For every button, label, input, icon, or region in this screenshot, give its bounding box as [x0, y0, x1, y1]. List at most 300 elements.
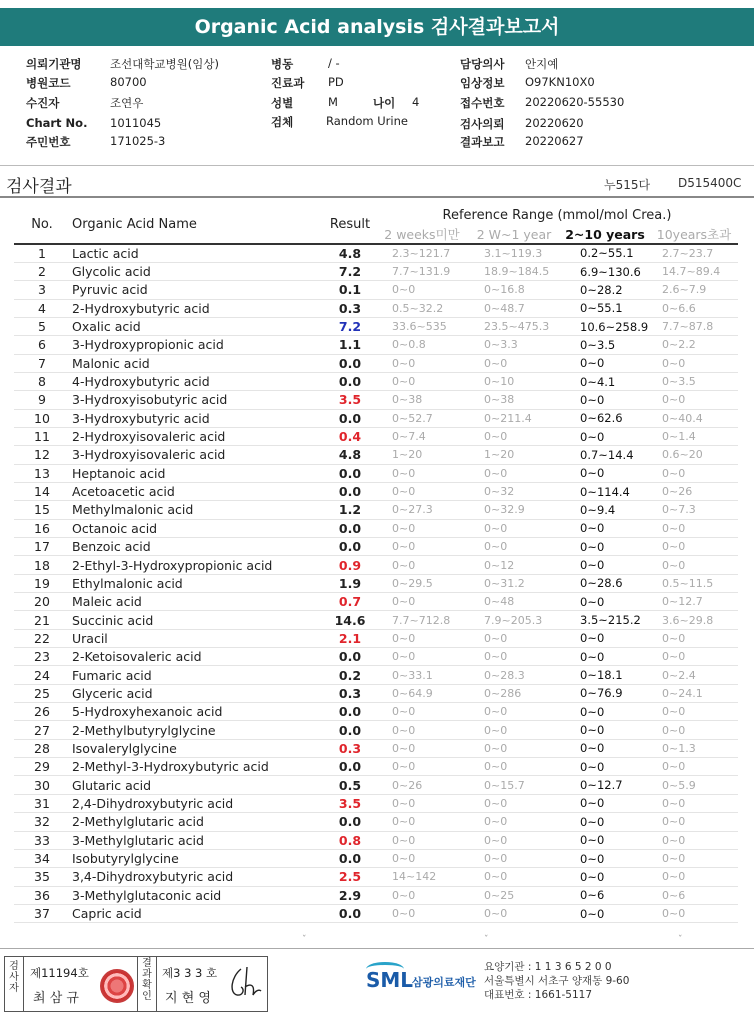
- ref-2w-1y: 0~0: [468, 758, 560, 776]
- header-age-4: 10years초과: [650, 225, 738, 244]
- row-result: 2.5: [324, 868, 376, 886]
- ref-over10y: 0~24.1: [650, 684, 738, 702]
- row-result: 0.2: [324, 666, 376, 684]
- table-row: [14, 354, 738, 372]
- value-receipt-number: 20220620-55530: [525, 95, 625, 109]
- org-code: 요양기관 : 1 1 3 6 5 2 0 0: [484, 961, 612, 973]
- ref-2-10y: 0~62.6: [560, 409, 650, 427]
- table-row: [14, 519, 738, 537]
- ref-2weeks: 0~0: [376, 372, 468, 390]
- ref-2w-1y: 7.9~205.3: [468, 611, 560, 629]
- tick-mark: ˇ: [678, 935, 683, 945]
- ref-2-10y: 0~0: [560, 904, 650, 922]
- ref-2w-1y: 0~0: [468, 427, 560, 445]
- value-requesting-institution: 조선대학교병원(임상): [110, 57, 219, 71]
- value-request-date: 20220620: [525, 116, 584, 130]
- row-no: 27: [14, 721, 70, 739]
- table-row: [14, 666, 738, 684]
- row-no: 20: [14, 593, 70, 611]
- table-row: [14, 739, 738, 757]
- row-name: 3-Methylglutaric acid: [70, 831, 324, 849]
- ref-2weeks: 33.6~535: [376, 317, 468, 335]
- table-row: [14, 501, 738, 519]
- ref-2w-1y: 0~28.3: [468, 666, 560, 684]
- footer: [0, 952, 754, 1018]
- ref-2weeks: 0~0: [376, 538, 468, 556]
- ref-over10y: 0~0: [650, 519, 738, 537]
- ref-code-1: 누515다: [604, 178, 651, 192]
- row-no: 22: [14, 629, 70, 647]
- ref-2-10y: 0~9.4: [560, 501, 650, 519]
- ref-over10y: 0~26: [650, 482, 738, 500]
- table-row: [14, 556, 738, 574]
- patient-info: [0, 56, 754, 166]
- ref-over10y: 0~2.4: [650, 666, 738, 684]
- ref-2weeks: 0~38: [376, 391, 468, 409]
- ref-2w-1y: 0~0: [468, 648, 560, 666]
- value-department: PD: [328, 75, 344, 89]
- row-result: 2.1: [324, 629, 376, 647]
- row-no: 31: [14, 794, 70, 812]
- ref-2-10y: 0~0: [560, 354, 650, 372]
- ref-2-10y: 0~3.5: [560, 336, 650, 354]
- row-no: 37: [14, 904, 70, 922]
- ref-2w-1y: 0~48.7: [468, 299, 560, 317]
- row-name: Succinic acid: [70, 611, 324, 629]
- confirmer-license: 제3 3 3 호: [162, 966, 218, 980]
- ref-2-10y: 6.9~130.6: [560, 262, 650, 280]
- ref-2-10y: 0~0: [560, 648, 650, 666]
- label-ward: 병동: [271, 57, 294, 71]
- ref-code-2: D515400C: [678, 176, 742, 190]
- header-age-3: 2~10 years: [560, 225, 650, 244]
- header-age-2: 2 W~1 year: [468, 225, 560, 244]
- value-ward: / -: [328, 56, 340, 70]
- ref-2-10y: 0.2~55.1: [560, 244, 650, 262]
- ref-over10y: 0~0: [650, 831, 738, 849]
- ref-2w-1y: 0~0: [468, 794, 560, 812]
- table-row: [14, 794, 738, 812]
- ref-2w-1y: 1~20: [468, 446, 560, 464]
- row-result: 7.2: [324, 262, 376, 280]
- ref-over10y: 3.6~29.8: [650, 611, 738, 629]
- row-no: 4: [14, 299, 70, 317]
- row-name: 5-Hydroxyhexanoic acid: [70, 703, 324, 721]
- value-resident-number: 171025-3: [110, 134, 166, 148]
- ref-2-10y: 0~76.9: [560, 684, 650, 702]
- ref-over10y: 0~5.9: [650, 776, 738, 794]
- row-name: 2-Hydroxybutyric acid: [70, 299, 324, 317]
- ref-2-10y: 0~0: [560, 427, 650, 445]
- ref-2-10y: 0~0: [560, 538, 650, 556]
- label-receipt-number: 접수번호: [460, 96, 505, 110]
- table-row: [14, 868, 738, 886]
- ref-2w-1y: 0~0: [468, 354, 560, 372]
- ref-2-10y: 10.6~258.9: [560, 317, 650, 335]
- tick-mark: ˇ: [484, 935, 489, 945]
- ref-2w-1y: 0~48: [468, 593, 560, 611]
- row-no: 8: [14, 372, 70, 390]
- ref-2weeks: 0~33.1: [376, 666, 468, 684]
- row-no: 19: [14, 574, 70, 592]
- table-row: [14, 299, 738, 317]
- row-name: Fumaric acid: [70, 666, 324, 684]
- table-row: [14, 464, 738, 482]
- row-name: 2-Ethyl-3-Hydroxypropionic acid: [70, 556, 324, 574]
- ref-over10y: 14.7~89.4: [650, 262, 738, 280]
- ref-2-10y: 0~0: [560, 739, 650, 757]
- row-no: 3: [14, 281, 70, 299]
- ref-over10y: 0~0: [650, 464, 738, 482]
- ref-over10y: 0~0: [650, 556, 738, 574]
- ref-2weeks: 0~0: [376, 648, 468, 666]
- row-no: 12: [14, 446, 70, 464]
- divider: [0, 948, 754, 949]
- label-doctor: 담당의사: [460, 57, 505, 71]
- ref-2weeks: 0~0: [376, 281, 468, 299]
- ref-over10y: 2.7~23.7: [650, 244, 738, 262]
- table-row: [14, 886, 738, 904]
- ref-2w-1y: 0~32.9: [468, 501, 560, 519]
- row-result: 2.9: [324, 886, 376, 904]
- ref-2w-1y: 0~0: [468, 629, 560, 647]
- ref-over10y: 0~0: [650, 794, 738, 812]
- row-name: 2-Ketoisovaleric acid: [70, 648, 324, 666]
- ref-2weeks: 0~0: [376, 849, 468, 867]
- ref-2weeks: 0~0: [376, 758, 468, 776]
- row-result: 0.0: [324, 354, 376, 372]
- row-no: 15: [14, 501, 70, 519]
- ref-over10y: 0~7.3: [650, 501, 738, 519]
- ref-over10y: 0~0: [650, 721, 738, 739]
- ref-2-10y: 0~0: [560, 703, 650, 721]
- row-result: 0.0: [324, 849, 376, 867]
- row-result: 0.0: [324, 538, 376, 556]
- ref-2-10y: 0~0: [560, 721, 650, 739]
- row-result: 0.0: [324, 464, 376, 482]
- ref-over10y: 0~12.7: [650, 593, 738, 611]
- row-name: Maleic acid: [70, 593, 324, 611]
- ref-2w-1y: 0~0: [468, 813, 560, 831]
- ref-2-10y: 0~0: [560, 464, 650, 482]
- row-no: 32: [14, 813, 70, 831]
- divider: [156, 957, 157, 1011]
- logo-text: SML: [366, 968, 414, 992]
- ref-2-10y: 0~0: [560, 519, 650, 537]
- ref-2-10y: 0~18.1: [560, 666, 650, 684]
- row-result: 0.8: [324, 831, 376, 849]
- ref-2weeks: 0~0: [376, 629, 468, 647]
- row-name: Acetoacetic acid: [70, 482, 324, 500]
- row-name: Methylmalonic acid: [70, 501, 324, 519]
- row-result: 4.8: [324, 446, 376, 464]
- row-no: 35: [14, 868, 70, 886]
- row-name: 2-Methyl-3-Hydroxybutyric acid: [70, 758, 324, 776]
- ref-2w-1y: 0~3.3: [468, 336, 560, 354]
- header-name: Organic Acid Name: [70, 205, 324, 244]
- divider: [0, 165, 754, 166]
- ref-over10y: 0.5~11.5: [650, 574, 738, 592]
- row-result: 14.6: [324, 611, 376, 629]
- table-row: [14, 684, 738, 702]
- ref-over10y: 0~0: [650, 849, 738, 867]
- row-name: Glyceric acid: [70, 684, 324, 702]
- ref-over10y: 0~0: [650, 868, 738, 886]
- row-result: 0.5: [324, 776, 376, 794]
- ref-over10y: 2.6~7.9: [650, 281, 738, 299]
- row-name: Glutaric acid: [70, 776, 324, 794]
- table-row: [14, 317, 738, 335]
- row-result: 0.0: [324, 813, 376, 831]
- row-no: 1: [14, 244, 70, 262]
- row-name: 3-Hydroxyisobutyric acid: [70, 391, 324, 409]
- row-no: 6: [14, 336, 70, 354]
- row-name: 2-Methylbutyrylglycine: [70, 721, 324, 739]
- row-no: 28: [14, 739, 70, 757]
- ref-2-10y: 0~0: [560, 556, 650, 574]
- ref-2weeks: 0~0: [376, 519, 468, 537]
- inspector-license: 제11194호: [30, 966, 89, 980]
- ref-over10y: 0~2.2: [650, 336, 738, 354]
- ref-2w-1y: 0~32: [468, 482, 560, 500]
- label-department: 진료과: [271, 76, 305, 90]
- ref-over10y: 0~6: [650, 886, 738, 904]
- row-result: 0.3: [324, 299, 376, 317]
- row-name: Benzoic acid: [70, 538, 324, 556]
- row-no: 26: [14, 703, 70, 721]
- ref-2w-1y: 18.9~184.5: [468, 262, 560, 280]
- row-result: 0.3: [324, 684, 376, 702]
- ref-2weeks: 1~20: [376, 446, 468, 464]
- ref-2-10y: 3.5~215.2: [560, 611, 650, 629]
- table-row: [14, 409, 738, 427]
- ref-2w-1y: 0~0: [468, 739, 560, 757]
- ref-2weeks: 7.7~712.8: [376, 611, 468, 629]
- ref-2-10y: 0~114.4: [560, 482, 650, 500]
- row-result: 0.1: [324, 281, 376, 299]
- row-no: 36: [14, 886, 70, 904]
- row-result: 0.0: [324, 519, 376, 537]
- row-no: 9: [14, 391, 70, 409]
- table-row: [14, 648, 738, 666]
- ref-2weeks: 0~0: [376, 831, 468, 849]
- ref-2-10y: 0~0: [560, 849, 650, 867]
- table-row: [14, 758, 738, 776]
- table-row: [14, 482, 738, 500]
- label-age: 나이: [373, 96, 396, 110]
- row-result: 0.4: [324, 427, 376, 445]
- ref-2-10y: 0~55.1: [560, 299, 650, 317]
- ref-2w-1y: 0~286: [468, 684, 560, 702]
- ref-2weeks: 0~0: [376, 464, 468, 482]
- row-name: Octanoic acid: [70, 519, 324, 537]
- ref-over10y: 0~0: [650, 354, 738, 372]
- ref-2-10y: 0~0: [560, 758, 650, 776]
- org-phone: 대표번호 : 1661-5117: [484, 989, 593, 1001]
- row-result: 0.0: [324, 409, 376, 427]
- row-name: 3-Hydroxybutyric acid: [70, 409, 324, 427]
- row-name: Oxalic acid: [70, 317, 324, 335]
- ref-2weeks: 0~0: [376, 703, 468, 721]
- ref-2-10y: 0.7~14.4: [560, 446, 650, 464]
- row-no: 7: [14, 354, 70, 372]
- tick-mark: ˇ: [302, 935, 307, 945]
- label-patient: 수진자: [26, 96, 60, 110]
- org-name: 삼광의료재단: [412, 976, 476, 989]
- row-no: 17: [14, 538, 70, 556]
- ref-over10y: 0~6.6: [650, 299, 738, 317]
- ref-2w-1y: 0~12: [468, 556, 560, 574]
- ref-2-10y: 0~0: [560, 831, 650, 849]
- confirmer-label: 결 과 확 인: [142, 958, 152, 1002]
- divider: [137, 957, 138, 1011]
- table-row: [14, 262, 738, 280]
- value-doctor: 안지예: [525, 57, 559, 71]
- ref-2w-1y: 0~0: [468, 849, 560, 867]
- row-no: 18: [14, 556, 70, 574]
- table-row: [14, 904, 738, 922]
- ref-2-10y: 0~28.2: [560, 281, 650, 299]
- header-age-1: 2 weeks미만: [376, 225, 468, 244]
- table-row: [14, 281, 738, 299]
- row-result: 7.2: [324, 317, 376, 335]
- row-no: 34: [14, 849, 70, 867]
- ref-over10y: 0~0: [650, 813, 738, 831]
- value-sex: M: [328, 95, 338, 109]
- row-no: 5: [14, 317, 70, 335]
- org-location: 서울특별시 서초구 양재동 9-60: [484, 975, 630, 987]
- ref-2weeks: 0.5~32.2: [376, 299, 468, 317]
- table-row: [14, 776, 738, 794]
- row-name: Isovalerylglycine: [70, 739, 324, 757]
- ref-2weeks: 0~64.9: [376, 684, 468, 702]
- ref-2w-1y: 0~15.7: [468, 776, 560, 794]
- inspector-name: 최 삼 규: [33, 991, 79, 1006]
- row-result: 0.0: [324, 904, 376, 922]
- report-title: Organic Acid analysis 검사결과보고서: [0, 8, 754, 46]
- table-row: [14, 427, 738, 445]
- row-name: Uracil: [70, 629, 324, 647]
- header-no: No.: [14, 205, 70, 244]
- table-row: [14, 813, 738, 831]
- ref-2w-1y: 0~16.8: [468, 281, 560, 299]
- ref-2-10y: 0~0: [560, 868, 650, 886]
- ref-2-10y: 0~0: [560, 813, 650, 831]
- row-result: 0.0: [324, 703, 376, 721]
- value-clinical-info: O97KN10X0: [525, 75, 595, 89]
- ref-2weeks: 0~0: [376, 813, 468, 831]
- label-specimen: 검체: [271, 115, 294, 129]
- label-requesting-institution: 의뢰기관명: [26, 57, 82, 71]
- ref-2w-1y: 0~211.4: [468, 409, 560, 427]
- ref-2w-1y: 0~38: [468, 391, 560, 409]
- results-table: [14, 205, 738, 923]
- row-name: 3-Hydroxyisovaleric acid: [70, 446, 324, 464]
- ref-over10y: 0~0: [650, 648, 738, 666]
- value-hospital-code: 80700: [110, 75, 147, 89]
- value-report-date: 20220627: [525, 134, 584, 148]
- org-address: [484, 960, 629, 1002]
- table-row: [14, 336, 738, 354]
- row-name: Capric acid: [70, 904, 324, 922]
- label-request-date: 검사의뢰: [460, 117, 505, 131]
- table-row: [14, 372, 738, 390]
- row-result: 0.0: [324, 648, 376, 666]
- table-row: [14, 721, 738, 739]
- ref-2weeks: 0~0: [376, 794, 468, 812]
- table-row: [14, 574, 738, 592]
- row-result: 4.8: [324, 244, 376, 262]
- ref-over10y: 0~0: [650, 703, 738, 721]
- ref-2-10y: 0~6: [560, 886, 650, 904]
- ref-2w-1y: 0~10: [468, 372, 560, 390]
- row-result: 1.9: [324, 574, 376, 592]
- ref-2weeks: 0~0: [376, 593, 468, 611]
- ref-2weeks: 14~142: [376, 868, 468, 886]
- ref-2weeks: 0~0: [376, 721, 468, 739]
- ref-2w-1y: 0~0: [468, 519, 560, 537]
- ref-2weeks: 7.7~131.9: [376, 262, 468, 280]
- label-sex: 성별: [271, 96, 294, 110]
- row-name: Glycolic acid: [70, 262, 324, 280]
- row-no: 21: [14, 611, 70, 629]
- ref-2-10y: 0~0: [560, 391, 650, 409]
- section-title: 검사결과: [6, 177, 72, 197]
- row-no: 2: [14, 262, 70, 280]
- header-reference: Reference Range (mmol/mol Crea.): [442, 207, 672, 223]
- row-name: 2,4-Dihydroxybutyric acid: [70, 794, 324, 812]
- label-resident-number: 주민번호: [26, 135, 71, 149]
- ref-2weeks: 0~29.5: [376, 574, 468, 592]
- inspector-label: 검 사 자: [9, 961, 19, 994]
- row-result: 0.7: [324, 593, 376, 611]
- ref-2weeks: 0~0.8: [376, 336, 468, 354]
- ref-over10y: 0~40.4: [650, 409, 738, 427]
- row-no: 13: [14, 464, 70, 482]
- row-name: 2-Methylglutaric acid: [70, 813, 324, 831]
- row-name: Lactic acid: [70, 244, 324, 262]
- row-result: 0.0: [324, 721, 376, 739]
- ref-over10y: 0~0: [650, 538, 738, 556]
- ref-over10y: 7.7~87.8: [650, 317, 738, 335]
- divider: [0, 196, 754, 198]
- row-name: Pyruvic acid: [70, 281, 324, 299]
- row-result: 0.0: [324, 372, 376, 390]
- ref-2weeks: 0~7.4: [376, 427, 468, 445]
- row-name: 3,4-Dihydroxybutyric acid: [70, 868, 324, 886]
- value-specimen: Random Urine: [326, 114, 408, 128]
- row-result: 0.0: [324, 482, 376, 500]
- row-name: 2-Hydroxyisovaleric acid: [70, 427, 324, 445]
- ref-over10y: 0~0: [650, 758, 738, 776]
- ref-over10y: 0~0: [650, 391, 738, 409]
- ref-over10y: 0~1.3: [650, 739, 738, 757]
- label-clinical-info: 임상정보: [460, 76, 505, 90]
- ref-2weeks: 0~0: [376, 904, 468, 922]
- value-age: 4: [412, 95, 420, 109]
- table-row: [14, 849, 738, 867]
- row-result: 3.5: [324, 391, 376, 409]
- ref-2w-1y: 0~0: [468, 464, 560, 482]
- ref-2weeks: 0~52.7: [376, 409, 468, 427]
- ref-2w-1y: 0~0: [468, 703, 560, 721]
- value-chart-no: 1011045: [110, 116, 162, 130]
- row-result: 0.0: [324, 758, 376, 776]
- ref-2w-1y: 3.1~119.3: [468, 244, 560, 262]
- row-result: 1.1: [324, 336, 376, 354]
- row-result: 1.2: [324, 501, 376, 519]
- table-row: [14, 446, 738, 464]
